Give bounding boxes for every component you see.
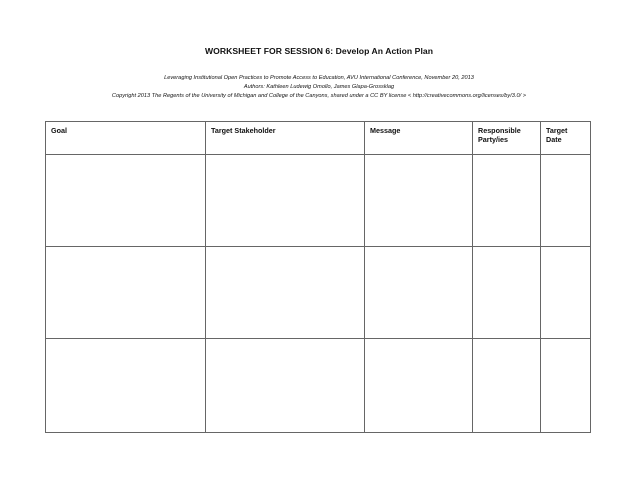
table-cell-message <box>365 155 473 247</box>
table-cell-target-stakeholder <box>206 155 365 247</box>
table-row <box>46 247 591 339</box>
table-cell-target-date <box>541 339 591 433</box>
column-header-goal <box>46 122 206 155</box>
table-row <box>46 155 591 247</box>
column-header-target-date <box>541 122 591 155</box>
column-header-message <box>365 122 473 155</box>
table-header-row <box>46 122 591 155</box>
table-cell-goal <box>46 155 206 247</box>
authors-line: Authors: Kathleen Ludewig Omollo, James Glapa-Grossklag <box>243 84 395 90</box>
copyright-line: Copyright 2013 The Regents of the University of Michigan and College of the Canyons, shared under a CC BY license < http://creativecommons.org/licenses/by/3.0/ > <box>111 93 527 99</box>
column-header-responsible-label-line-2: Party/ies <box>478 135 508 144</box>
column-header-target-date-label-line-2: Date <box>546 135 562 144</box>
table-cell-target-date <box>541 247 591 339</box>
column-header-target-stakeholder <box>206 122 365 155</box>
action-plan-table <box>45 121 591 433</box>
table-cell-message <box>365 339 473 433</box>
column-header-target-stakeholder-label: Target Stakeholder <box>211 126 276 135</box>
column-header-responsible-parties <box>473 122 541 155</box>
table-cell-target-stakeholder <box>206 339 365 433</box>
table-row <box>46 339 591 433</box>
table-cell-responsible-parties <box>473 339 541 433</box>
table-cell-responsible-parties <box>473 247 541 339</box>
page-title: WORKSHEET FOR SESSION 6: Develop An Action Plan <box>204 46 434 56</box>
column-header-target-date-label-line-1: Target <box>546 126 568 135</box>
table-cell-goal <box>46 247 206 339</box>
table-cell-responsible-parties <box>473 155 541 247</box>
column-header-responsible-label-line-1: Responsible <box>478 126 521 135</box>
column-header-goal-label: Goal <box>51 126 67 135</box>
table-cell-target-stakeholder <box>206 247 365 339</box>
table-cell-message <box>365 247 473 339</box>
column-header-message-label: Message <box>370 126 401 135</box>
table-cell-goal <box>46 339 206 433</box>
context-line: Leveraging Institutional Open Practices to Promote Access to Education, AVU International Conference, November 20, 2013 <box>164 75 474 81</box>
table-cell-target-date <box>541 155 591 247</box>
